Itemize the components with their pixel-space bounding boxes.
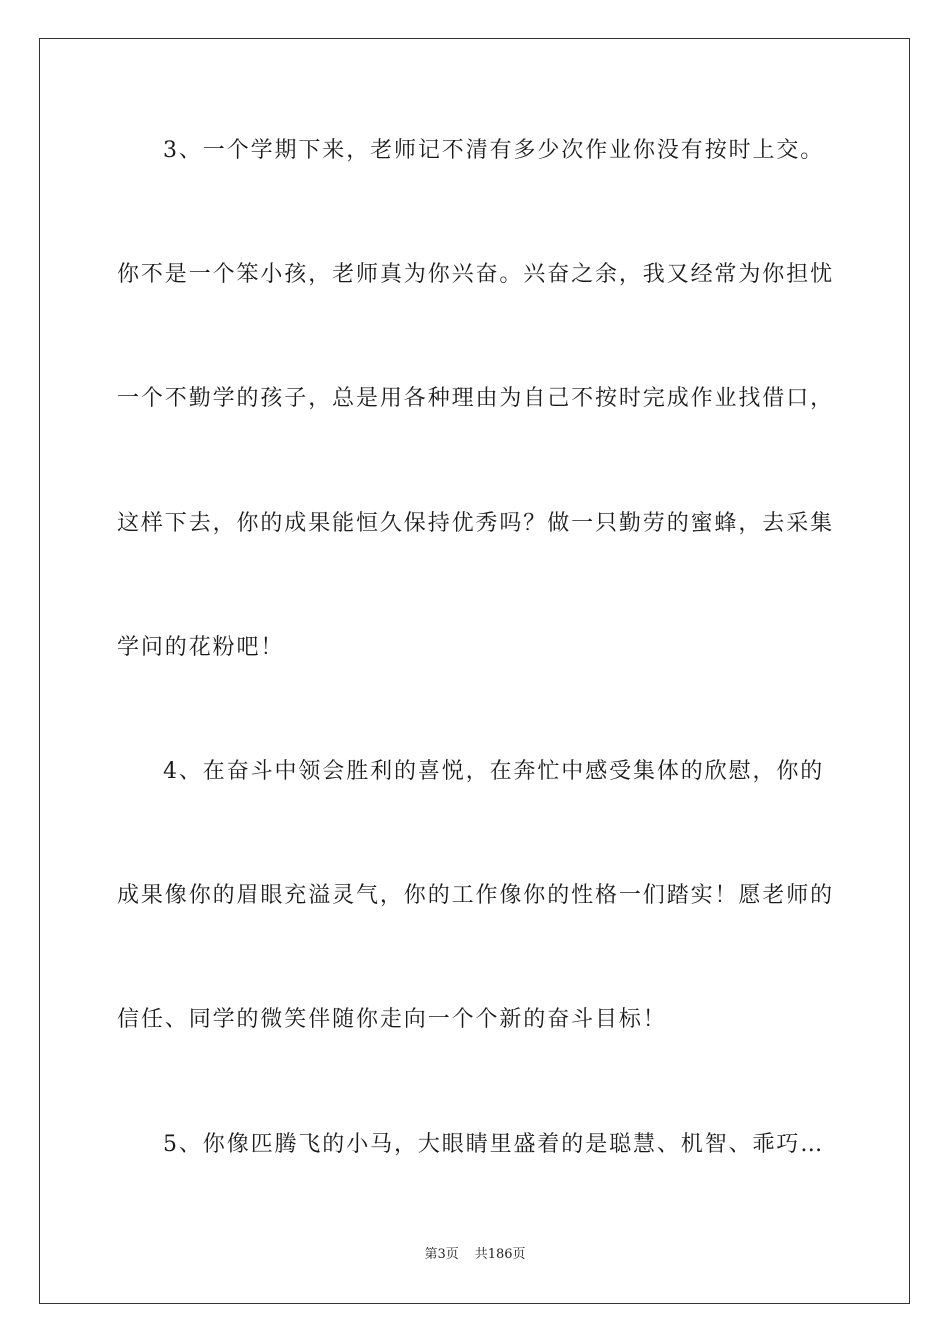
paragraph-4-line-2: 成果像你的眉眼充溢灵气，你的工作像你的性格一们踏实！愿老师的: [117, 883, 835, 908]
paragraph-3-line-4: 这样下去，你的成果能恒久保持优秀吗？做一只勤劳的蜜蜂，去采集: [117, 511, 835, 536]
paragraph-4-line-3: 信任、同学的微笑伴随你走向一个个新的奋斗目标！: [117, 1007, 667, 1032]
page-footer: [0, 1246, 950, 1264]
page-total: 共186页: [474, 1247, 526, 1262]
paragraph-3-line-3: 一个不勤学的孩子，总是用各种理由为自己不按时完成作业找借口，: [117, 386, 835, 411]
paragraph-4-line-1: 4、在奋斗中领会胜利的喜悦，在奔忙中感受集体的欣慰，你的: [163, 759, 825, 784]
paragraph-5-line-1: 5、你像匹腾飞的小马，大眼睛里盛着的是聪慧、机智、乖巧…: [163, 1132, 825, 1157]
paragraph-3-line-1: 3、一个学期下来，老师记不清有多少次作业你没有按时上交。: [163, 138, 825, 163]
paragraph-3-line-5: 学问的花粉吧！: [117, 635, 285, 660]
paragraph-3-line-2: 你不是一个笨小孩，老师真为你兴奋。兴奋之余，我又经常为你担忧: [117, 262, 835, 287]
page-border: [39, 38, 910, 1304]
page-number: 第3页: [424, 1247, 459, 1262]
